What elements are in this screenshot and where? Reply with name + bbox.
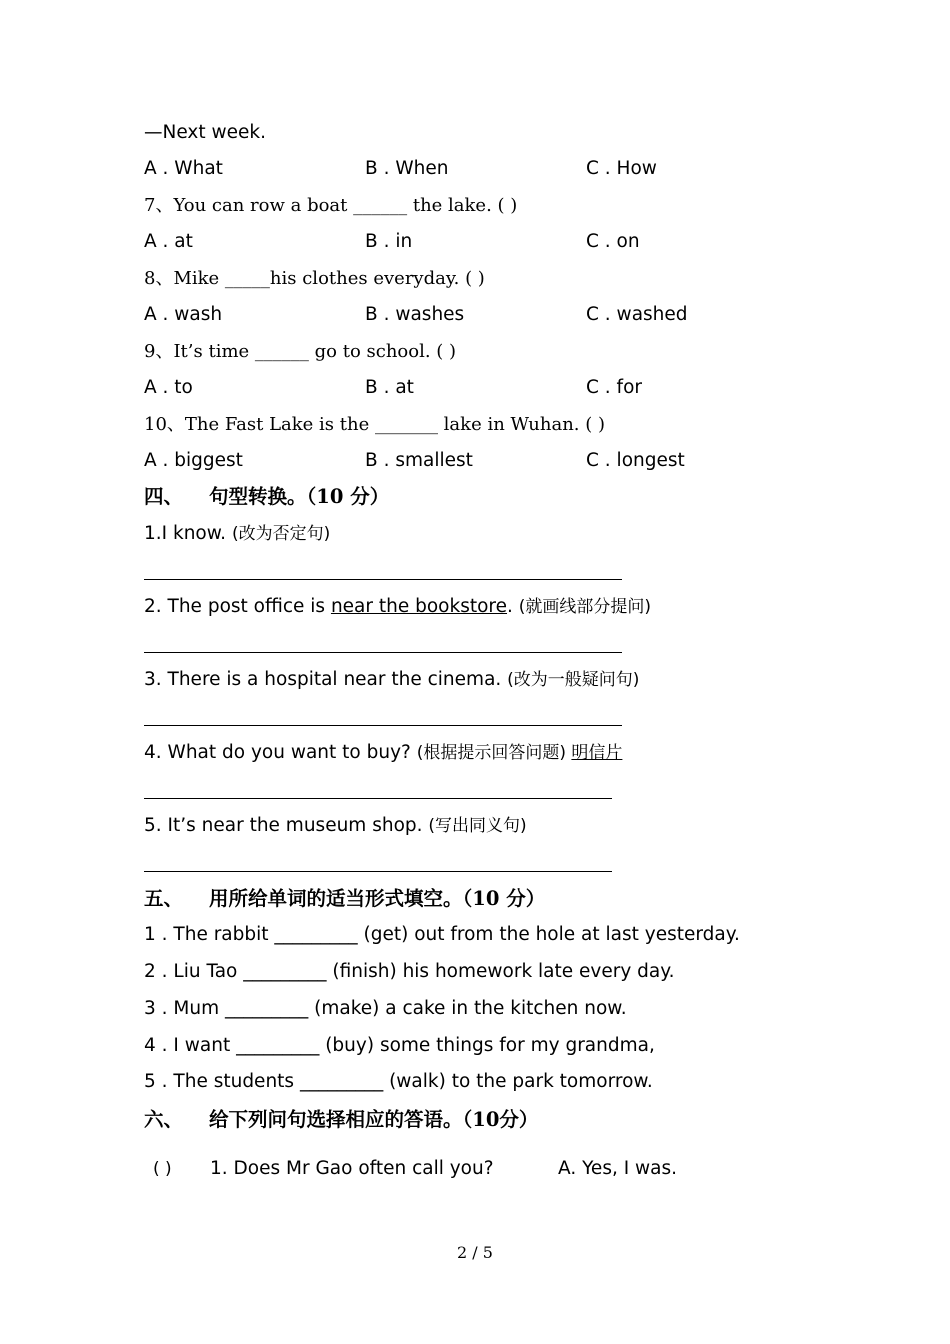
q7-option-b: B . in [365, 231, 413, 252]
item-text: 2. The post office is [144, 596, 331, 617]
item-punctuation: . [507, 596, 519, 617]
section5-heading [144, 886, 545, 912]
section4-item-2 [144, 595, 651, 619]
q9-stem: 9、It’s time ______ go to school. ( ) [144, 341, 457, 362]
section6-answer-a: A. Yes, I was. [558, 1158, 678, 1179]
item-instruction: (改为一般疑问句) [507, 670, 640, 690]
q6-option-a: A . What [144, 158, 223, 179]
section6-question-1: 1. Does Mr Gao often call you? [210, 1158, 494, 1179]
answer-line-3[interactable] [144, 725, 622, 726]
section4-title: 句型转换。（10 分） [209, 485, 390, 508]
item-text: 1.I know. [144, 523, 232, 544]
q8-option-c: C . washed [586, 304, 688, 325]
section4-item-1 [144, 522, 330, 546]
q8-option-b: B . washes [365, 304, 465, 325]
q6-option-c: C . How [586, 158, 657, 179]
q7-stem: 7、You can row a boat ______ the lake. ( ) [144, 195, 518, 216]
section4-item-3 [144, 668, 639, 692]
q9-option-c: C . for [586, 377, 642, 398]
section6-heading [144, 1107, 538, 1133]
section5-item-4: 4 . I want _________ (buy) some things for my grandma, [144, 1035, 655, 1056]
q7-option-a: A . at [144, 231, 193, 252]
item-instruction: (改为否定句) [231, 524, 331, 544]
answer-line-2[interactable] [144, 652, 622, 653]
section5-item-5: 5 . The students _________ (walk) to the park tomorrow. [144, 1071, 653, 1092]
q7-option-c: C . on [586, 231, 640, 252]
item-instruction: (写出同义句) [428, 816, 527, 836]
q6-answer-line: —Next week. [144, 122, 266, 143]
q9-option-b: B . at [365, 377, 414, 398]
item-text: 3. There is a hospital near the cinema. [144, 669, 508, 690]
q8-option-a: A . wash [144, 304, 223, 325]
q10-stem: 10、The Fast Lake is the _______ lake in Wuhan. ( ) [144, 414, 606, 435]
section6-number: 六、 [144, 1108, 184, 1131]
section4-item-5 [144, 814, 527, 838]
section5-number: 五、 [144, 887, 184, 910]
section4-heading [144, 484, 389, 510]
answer-line-1[interactable] [144, 579, 622, 580]
q8-stem: 8、Mike _____his clothes everyday. ( ) [144, 268, 485, 289]
item-text: 5. It’s near the museum shop. [144, 815, 429, 836]
q6-option-b: B . When [365, 158, 449, 179]
underlined-phrase: near the bookstore [330, 596, 508, 617]
q9-option-a: A . to [144, 377, 193, 398]
page-number: 2 / 5 [457, 1243, 493, 1262]
section4-item-4 [144, 741, 622, 765]
section5-item-1: 1 . The rabbit _________ (get) out from the hole at last yesterday. [144, 924, 740, 945]
q10-option-a: A . biggest [144, 450, 243, 471]
section6-title: 给下列问句选择相应的答语。（10分） [209, 1108, 539, 1131]
section5-item-2: 2 . Liu Tao _________ (finish) his homework late every day. [144, 961, 675, 982]
hint-word: 明信片 [571, 743, 623, 763]
item-instruction: (就画线部分提问) [518, 597, 652, 617]
answer-bracket[interactable]: ( ) [153, 1159, 172, 1179]
section5-title: 用所给单词的适当形式填空。（10 分） [209, 887, 546, 910]
section5-item-3: 3 . Mum _________ (make) a cake in the kitchen now. [144, 998, 627, 1019]
item-text: 4. What do you want to buy? [144, 742, 417, 763]
item-instruction: (根据提示回答问题) [416, 743, 572, 763]
q10-option-b: B . smallest [365, 450, 473, 471]
section4-number: 四、 [144, 485, 184, 508]
answer-line-4[interactable] [144, 798, 612, 799]
q10-option-c: C . longest [586, 450, 685, 471]
answer-line-5[interactable] [144, 871, 612, 872]
